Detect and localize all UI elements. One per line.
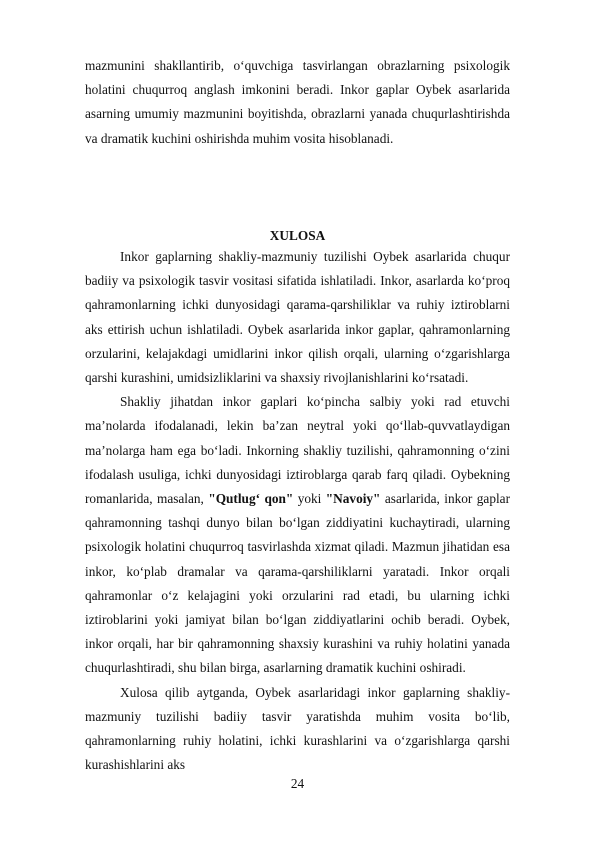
paragraph-2-part-2: asarlarida, inkor gaplar qahramonning tashqi dunyo bilan bo‘lgan ziddiyatini kuchaytiradi, ularning psixologik holatini chuqurroq tasvirlashda xizmat qiladi. Mazmun jihatidan esa inkor, ko‘plab dramalar va qarama-qarshiliklarni yaratadi. Inkor orqali qahramonlar o‘z kelajagini yoki orzularini rad etadi, bu ularning ichki iztiroblarini yoki jamiyat bilan bo‘lgan ziddiyatlarini ochib beradi. Oybek, inkor orqali, har bir qahramonning shaxsiy kurashini va ruhiy holatini yanada chuqurlashtiradi, shu bilan birga, asarlarning dramatik kuchini oshiradi. (85, 491, 511, 676)
continuation-text-block (85, 54, 510, 151)
paragraph-1: Inkor gaplarning shakliy-mazmuniy tuzilishi Oybek asarlarida chuqur badiiy va psixologik tasvir vositasi sifatida ishlatiladi. Inkor, asarlarda ko‘proq qahramonlarning ichki dunyosidagi qarama-qarshiliklar va ruhiy iztiroblarni aks ettirish uchun ishlatiladi. Oybek asarlarida inkor gaplar, qahramonlarning orzularini, kelajakdagi umidlarini inkor qilish orqali, ularning o‘zgarishlarga qarshi kurashini, umidsizliklarini va shaxsiy rivojlanishlarini ko‘rsatadi. (85, 249, 510, 386)
continuation-paragraph: mazmunini shakllantirib, o‘quvchiga tasvirlangan obrazlarning psixologik holatini chuqurroq anglash imkonini beradi. Inkor gaplar Oybek asarlarida asarning umumiy mazmunini boyitishda, obrazlarni yanada chuqurlashtirishda va dramatik kuchini oshirishda muhim vosita hisoblanadi. (85, 58, 510, 146)
paragraph-2-connector: yoki (293, 491, 326, 507)
page-number: 24 (290, 776, 305, 791)
paragraph-2-part-1: Shakliy jihatdan inkor gaplari ko‘pincha salbiy yoki rad etuvchi ma’nolarda ifodalanadi, lekin ba’zan neytral yoki qo‘llab-quvvatlaydigan ma’nolarga ham ega bo‘ladi. Inkorning shakliy tuzilishi, qahramonning o‘zini ifodalash usuliga, ichki dunyosidagi iztiroblarga qarab farq qiladi. Oybekning romanlarida, masalan, (85, 394, 510, 507)
conclusion-text-block (85, 245, 510, 777)
work-title-qutlug-qon: "Qutlug‘ qon" (208, 491, 294, 507)
paragraph-3: Xulosa qilib aytganda, Oybek asarlaridagi inkor gaplarning shakliy-mazmuniy tuzilishi badiiy tasvir yaratishda muhim vosita bo‘lib, qahramonlarning ruhiy holatini, ichki kurashlarini va o‘zgarishlarga qarshi kurashishlarini aks (85, 684, 510, 773)
paragraph-2 (85, 390, 510, 680)
section-heading: XULOSA (269, 228, 326, 243)
work-title-navoiy: "Navoiy" (325, 491, 381, 507)
